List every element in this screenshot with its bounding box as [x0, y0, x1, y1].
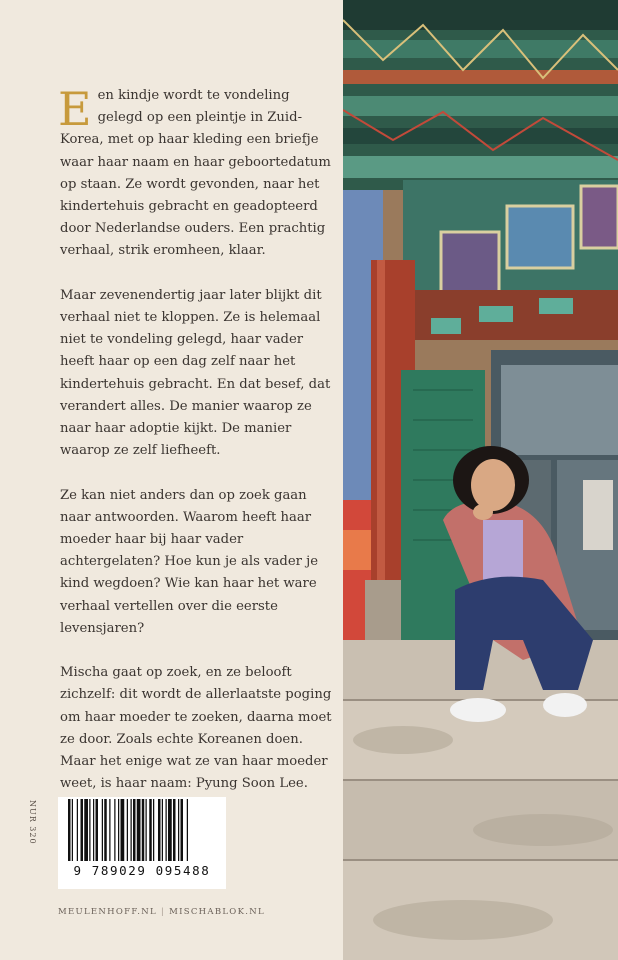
barcode-bar — [149, 799, 152, 861]
blurb-paragraph-1-text: en kindje wordt te vondeling gelegd op een pleintje in Zuid-Korea, met op haar kleding een briefje waar haar naam en haar geboortedatum op staan. Ze wordt gevonden, naar het kindertehuis gebracht en geadopteerd door Nederlandse ouders. Een prachtig verhaal, strik eromheen, klaar. — [60, 88, 331, 259]
nur-code: NUR 320 — [28, 800, 37, 845]
barcode-bar — [127, 799, 128, 861]
blurb-paragraph-4: Mischa gaat op zoek, en ze belooft zichzelf: dit wordt de allerlaatste poging om haar moeder te zoeken, daarna moet ze door. Zoals echte Koreanen doen. Maar het enige wat ze van haar moeder weet, is haar naam: Pyung Soon Lee. — [60, 665, 332, 792]
barcode-bar — [93, 799, 94, 861]
isbn-number: 9 789029 095488 — [73, 863, 211, 878]
blurb-paragraph-2: Maar zevenendertig jaar later blijkt dit verhaal niet te kloppen. Ze is helemaal niet te vondeling gelegd, haar vader heeft haar op een dag zelf naar het kindertehuis gebracht. En dat besef, dat verandert alles. De manier waarop ze naar haar adoptie kijkt. De manier waarop ze zelf liefheeft. — [60, 287, 331, 459]
barcode-bar — [121, 799, 125, 861]
barcode-bar — [146, 799, 147, 861]
barcode-bar — [162, 799, 163, 861]
cover-photo — [343, 0, 618, 960]
barcode-bar — [142, 799, 145, 861]
barcode-bar — [104, 799, 107, 861]
painted-panels — [403, 180, 618, 340]
publisher-link[interactable]: MEULENHOFF.NL — [58, 907, 157, 917]
barcode-label — [58, 797, 226, 889]
barcode-bar — [84, 799, 88, 861]
barcode-bar — [133, 799, 136, 861]
barcode-bar — [72, 799, 73, 861]
barcode-bar — [158, 799, 161, 861]
barcode-bar — [96, 799, 99, 861]
barcode-bar — [137, 799, 141, 861]
barcode-bar — [187, 799, 188, 861]
blurb-text — [58, 82, 332, 840]
barcode-bar — [178, 799, 179, 861]
barcode-bar — [131, 799, 132, 861]
link-separator: | — [160, 907, 166, 917]
drop-cap: E — [58, 82, 92, 136]
barcode-bar — [109, 799, 110, 861]
blurb-paragraph-1 — [58, 82, 332, 263]
barcode-bar — [102, 799, 103, 861]
barcode — [66, 799, 218, 861]
barcode-bar — [77, 799, 78, 861]
barcode-bar — [168, 799, 172, 861]
barcode-bar — [166, 799, 167, 861]
author-link[interactable]: MISCHABLOK.NL — [169, 907, 265, 917]
barcode-bar — [181, 799, 184, 861]
barcode-bar — [118, 799, 119, 861]
barcode-bar — [68, 799, 71, 861]
barcode-bar — [89, 799, 90, 861]
footer-links — [58, 907, 265, 917]
barcode-bar — [114, 799, 115, 861]
blurb-paragraph-3: Ze kan niet anders dan op zoek gaan naar antwoorden. Waarom heeft haar moeder haar bij haar vader achtergelaten? Hoe kun je als vader je kind wegdoen? Wie kan haar het ware verhaal vertellen over die eerste levensjaren? — [60, 487, 319, 636]
barcode-bar — [153, 799, 154, 861]
barcode-bar — [81, 799, 84, 861]
temple-steps-illustration — [343, 0, 618, 960]
barcode-bar — [173, 799, 176, 861]
